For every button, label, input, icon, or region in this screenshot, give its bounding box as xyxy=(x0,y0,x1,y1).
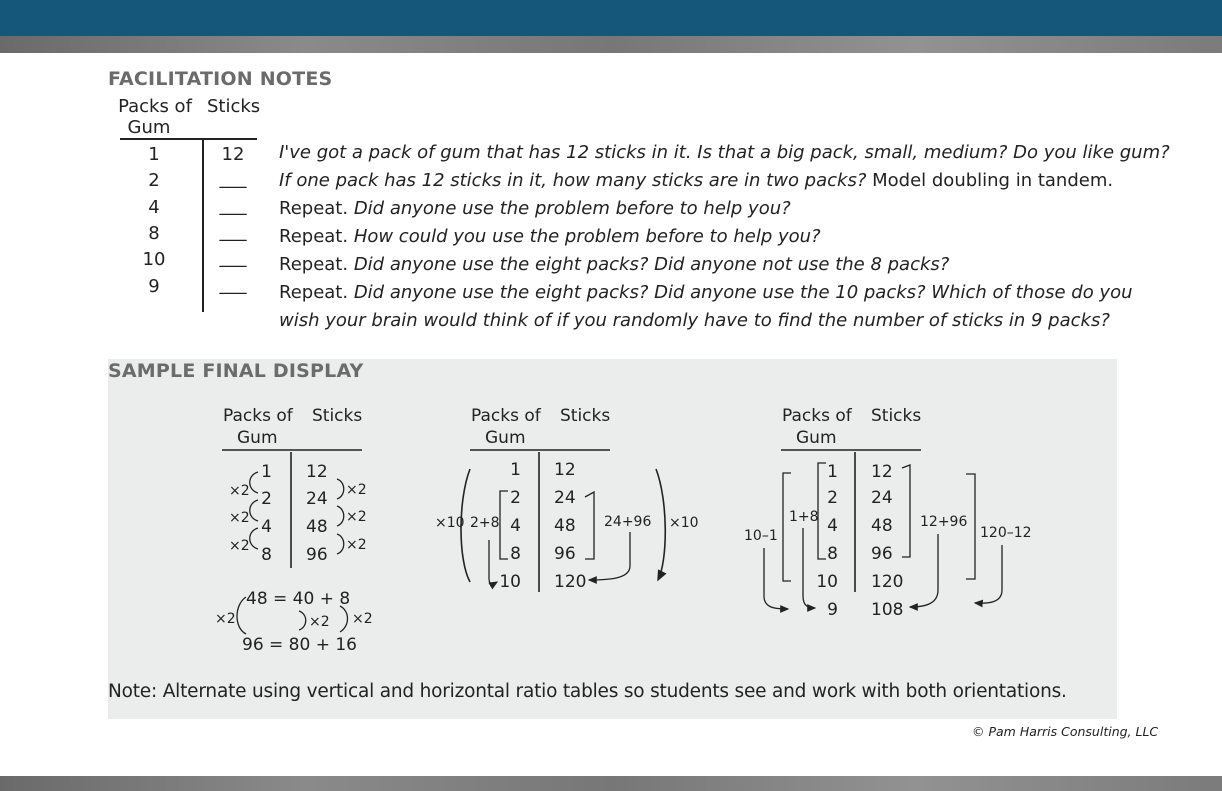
table2-packs-cell: 1 xyxy=(510,460,521,480)
t3-inner-left-op: 1+8 xyxy=(789,509,819,525)
t3-sticks-header: Sticks xyxy=(871,406,922,426)
t3-packs-header: Packs of xyxy=(782,406,852,426)
table3-sticks-cell: 96 xyxy=(871,544,893,564)
prompt-question: wish your brain would think of if you randomly have to find the number of sticks in 9 packs? xyxy=(279,310,1110,331)
prompt-prefix: Repeat. xyxy=(279,282,354,303)
t3-right-op: 12+96 xyxy=(920,514,968,530)
t3-outer-left-op: 10–1 xyxy=(744,528,778,544)
t1-right-bracket-2 xyxy=(337,506,344,526)
t1-right-bracket-3 xyxy=(337,534,344,554)
notes-sticks-cell: ___ xyxy=(219,168,247,189)
t1-left-op-2: ×2 xyxy=(229,510,250,526)
table2-packs-cell: 8 xyxy=(510,544,521,564)
prompt-question: Did anyone use the problem before to help you? xyxy=(353,198,791,219)
t1-eq-mid-bracket xyxy=(299,611,306,630)
packs-header-line1: Packs of xyxy=(118,96,192,117)
table2-sticks-cell: 48 xyxy=(554,516,576,536)
t1-left-op-3: ×2 xyxy=(229,538,250,554)
notes-packs-cell: 1 xyxy=(148,144,160,165)
t2-sticks-header: Sticks xyxy=(560,406,611,426)
notes-sticks-cell: ___ xyxy=(219,274,247,295)
t2-right-bracket xyxy=(585,492,594,559)
prompt-question: If one pack has 12 sticks in it, how many sticks are in two packs? xyxy=(279,170,867,191)
t3-gum-header: Gum xyxy=(796,428,837,448)
t3-outer-left-bracket xyxy=(783,473,791,581)
t1-equation-bottom: 96 = 80 + 16 xyxy=(242,635,357,655)
t1-left-bracket-2 xyxy=(250,500,258,521)
ratio-table-1 xyxy=(215,406,373,655)
t1-right-op-1: ×2 xyxy=(346,482,367,498)
table1-packs-cell: 8 xyxy=(261,545,272,565)
t3-right-bracket xyxy=(902,465,910,557)
prompt-prefix: Repeat. xyxy=(279,198,354,219)
table3-packs-cell: 4 xyxy=(827,516,838,536)
prompt-prefix: Repeat. xyxy=(279,254,354,275)
t1-right-op-2: ×2 xyxy=(346,509,367,525)
t3-arrow-to-108 xyxy=(910,534,938,607)
t1-right-op-3: ×2 xyxy=(346,537,367,553)
t1-right-bracket-1 xyxy=(337,479,344,499)
t2-inner-left-bracket xyxy=(500,491,508,559)
sample-display-heading: SAMPLE FINAL DISPLAY xyxy=(108,360,364,382)
notes-packs-cell: 8 xyxy=(148,223,160,244)
t1-eq-right-bracket xyxy=(340,606,348,632)
notes-packs-cell: 9 xyxy=(148,276,160,297)
notes-packs-cell: 4 xyxy=(148,197,160,218)
table1-packs-cell: 2 xyxy=(261,489,272,509)
t1-gum-header: Gum xyxy=(237,428,278,448)
bottom-decorative-strip xyxy=(0,776,1222,791)
t2-gum-header: Gum xyxy=(485,428,526,448)
t2-inner-left-op: 2+8 xyxy=(470,515,500,531)
table1-sticks-cell: 24 xyxy=(306,489,328,509)
t2-outer-right-paren xyxy=(656,469,665,580)
table2-sticks-cell: 120 xyxy=(554,572,587,592)
ratio-table-3 xyxy=(744,406,1032,620)
t1-eq-left-op: ×2 xyxy=(215,611,236,627)
t2-outer-left-op: ×10 xyxy=(435,515,465,531)
table3-sticks-cell: 108 xyxy=(871,600,904,620)
table3-sticks-cell: 24 xyxy=(871,488,893,508)
t2-arrow-to-120 xyxy=(589,532,630,580)
table3-packs-cell: 10 xyxy=(816,572,838,592)
t1-sticks-header: Sticks xyxy=(312,406,363,426)
table1-sticks-cell: 48 xyxy=(306,517,328,537)
notes-sticks-cell: ___ xyxy=(219,247,247,268)
table1-sticks-cell: 12 xyxy=(306,462,328,482)
table1-sticks-cell: 96 xyxy=(306,545,328,565)
t2-packs-header: Packs of xyxy=(471,406,541,426)
table3-sticks-cell: 48 xyxy=(871,516,893,536)
notes-packs-cell: 2 xyxy=(148,170,160,191)
table2-packs-cell: 4 xyxy=(510,516,521,536)
prompt-question: How could you use the problem before to help you? xyxy=(353,226,821,247)
t1-eq-mid-op: ×2 xyxy=(309,614,330,630)
table2-sticks-cell: 96 xyxy=(554,544,576,564)
t1-left-bracket-3 xyxy=(250,528,258,549)
t3-inner-left-bracket xyxy=(818,463,826,559)
table3-packs-cell: 8 xyxy=(827,544,838,564)
table3-sticks-cell: 12 xyxy=(871,462,893,482)
table1-packs-cell: 1 xyxy=(261,462,272,482)
prompt-suffix: Model doubling in tandem. xyxy=(866,170,1114,191)
t3-outer-right-op: 120–12 xyxy=(980,525,1032,541)
t2-outer-right-op: ×10 xyxy=(669,515,699,531)
t2-right-op: 24+96 xyxy=(604,514,652,530)
t3-arrow-outer-right xyxy=(975,545,1002,603)
table2-packs-cell: 2 xyxy=(510,488,521,508)
facilitation-notes-heading: FACILITATION NOTES xyxy=(108,68,333,90)
table3-packs-cell: 1 xyxy=(827,462,838,482)
display-note: Note: Alternate using vertical and horizontal ratio tables so students see and work with both orientations. xyxy=(108,681,1067,702)
t1-eq-left-bracket xyxy=(237,597,246,634)
notes-sticks-cell: 12 xyxy=(221,144,245,165)
table2-packs-cell: 10 xyxy=(499,572,521,592)
t1-equation-top: 48 = 40 + 8 xyxy=(246,589,351,609)
prompt-question: Did anyone use the eight packs? Did anyone use the 10 packs? Which of those do you xyxy=(353,282,1133,303)
t1-left-op-1: ×2 xyxy=(229,483,250,499)
t1-left-bracket-1 xyxy=(250,472,258,493)
prompt-question: Did anyone use the eight packs? Did anyone not use the 8 packs? xyxy=(353,254,950,275)
packs-header-line2: Gum xyxy=(127,117,171,138)
t1-packs-header: Packs of xyxy=(223,406,293,426)
sticks-header: Sticks xyxy=(207,96,261,117)
notes-sticks-cell: ___ xyxy=(219,195,247,216)
t3-arrow-inner-to-9 xyxy=(803,528,815,608)
table2-sticks-cell: 24 xyxy=(554,488,576,508)
copyright: © Pam Harris Consulting, LLC xyxy=(972,724,1159,739)
table3-sticks-cell: 120 xyxy=(871,572,904,592)
prompt-question: I've got a pack of gum that has 12 sticks in it. Is that a big pack, small, medium? Do you like gum? xyxy=(279,142,1170,163)
prompt-prefix: Repeat. xyxy=(279,226,354,247)
t1-eq-right-op: ×2 xyxy=(352,611,373,627)
table1-packs-cell: 4 xyxy=(261,517,272,537)
t2-arrow-to-10 xyxy=(489,540,497,584)
t3-arrow-outer-to-9 xyxy=(764,548,788,609)
ratio-table-2 xyxy=(435,406,699,592)
notes-sticks-cell: ___ xyxy=(219,221,247,242)
notes-packs-cell: 10 xyxy=(142,249,166,270)
table2-sticks-cell: 12 xyxy=(554,460,576,480)
table3-packs-cell: 9 xyxy=(827,600,838,620)
table3-packs-cell: 2 xyxy=(827,488,838,508)
